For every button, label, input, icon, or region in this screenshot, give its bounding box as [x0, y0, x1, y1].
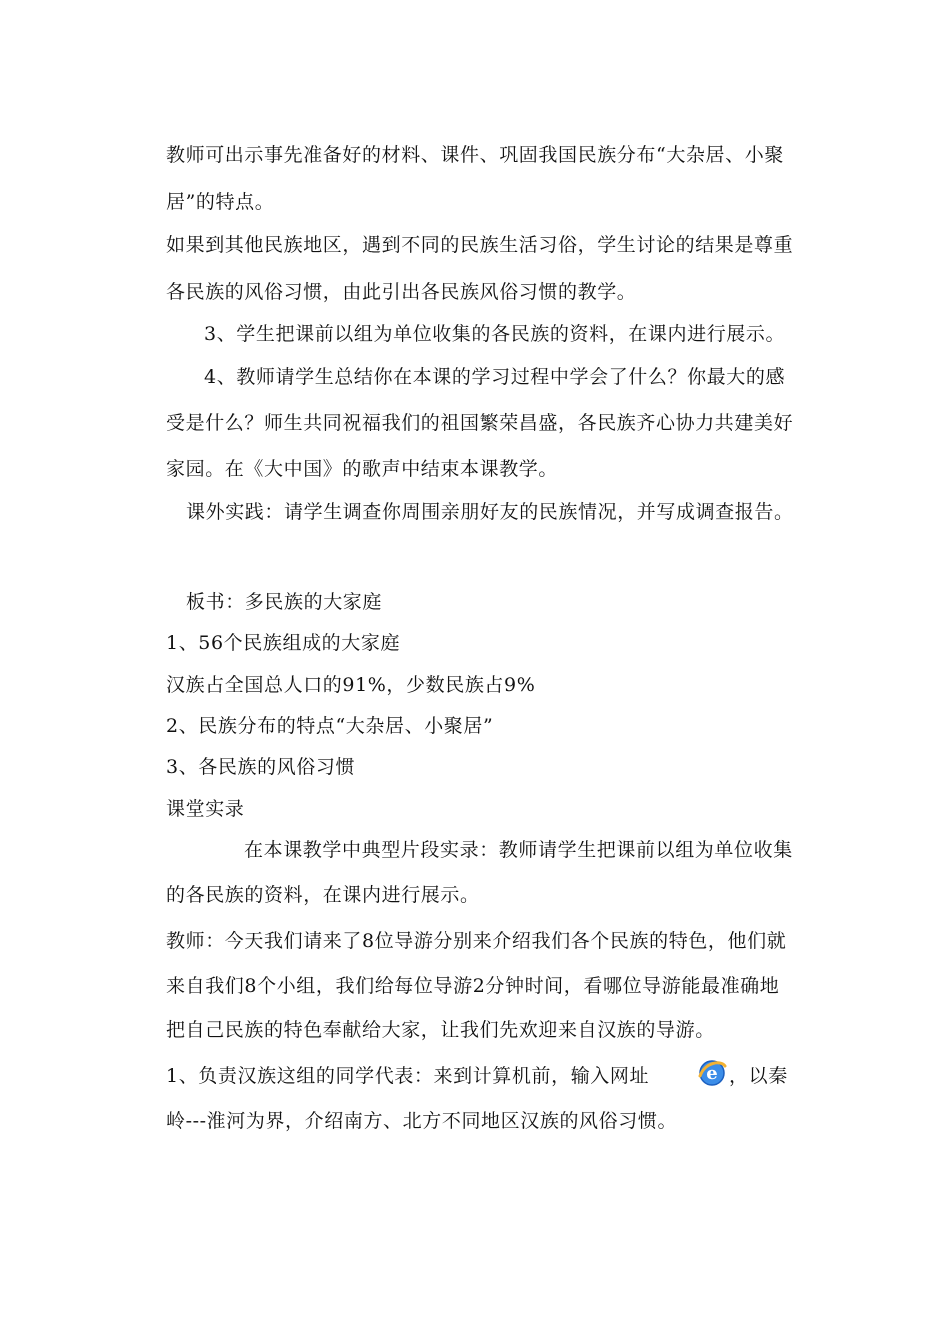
paragraph-line: 教师：今天我们请来了8位导游分别来介绍我们各个民族的特色，他们就: [166, 930, 787, 952]
paragraph-line: 教师可出示事先准备好的材料、课件、巩固我国民族分布“大杂居、小聚: [166, 144, 784, 166]
paragraph-line: 来自我们8个小组，我们给每位导游2分钟时间，看哪位导游能最准确地: [166, 975, 780, 997]
board-item: 1、56个民族组成的大家庭: [166, 632, 401, 654]
paragraph-line: 家园。在《大中国》的歌声中结束本课教学。: [166, 458, 559, 480]
paragraph-line: 1、负责汉族这组的同学代表：来到计算机前，输入网址: [166, 1065, 650, 1087]
paragraph-line: 3、学生把课前以组为单位收集的各民族的资料，在课内进行展示。: [204, 323, 786, 345]
paragraph-line: 把自己民族的特色奉献给大家，让我们先欢迎来自汉族的导游。: [166, 1019, 715, 1041]
paragraph-line: 各民族的风俗习惯，由此引出各民族风俗习惯的教学。: [166, 281, 637, 303]
paragraph-line: 居”的特点。: [166, 191, 275, 213]
svg-text:e: e: [706, 1063, 718, 1084]
board-item: 2、民族分布的特点“大杂居、小聚居”: [166, 715, 494, 737]
board-title: 板书：多民族的大家庭: [186, 591, 383, 613]
paragraph-line: 课外实践：请学生调查你周围亲朋好友的民族情况，并写成调查报告。: [186, 501, 794, 523]
paragraph-line: 4、教师请学生总结你在本课的学习过程中学会了什么？你最大的感: [204, 366, 786, 388]
board-item: 3、各民族的风俗习惯: [166, 756, 356, 778]
section-heading: 课堂实录: [166, 798, 245, 820]
paragraph-line: 如果到其他民族地区，遇到不同的民族生活习俗，学生讨论的结果是尊重: [166, 234, 794, 256]
paragraph-line: ，以秦: [729, 1065, 788, 1087]
internet-explorer-icon: [697, 1058, 727, 1088]
paragraph-line: 在本课教学中典型片段实录：教师请学生把课前以组为单位收集: [244, 839, 793, 861]
paragraph-line: 的各民族的资料，在课内进行展示。: [166, 884, 480, 906]
board-item: 汉族占全国总人口的91%，少数民族占9%: [166, 674, 536, 696]
paragraph-line: 岭---淮河为界，介绍南方、北方不同地区汉族的风俗习惯。: [166, 1110, 678, 1132]
paragraph-line: 受是什么？师生共同祝福我们的祖国繁荣昌盛，各民族齐心协力共建美好: [166, 412, 794, 434]
